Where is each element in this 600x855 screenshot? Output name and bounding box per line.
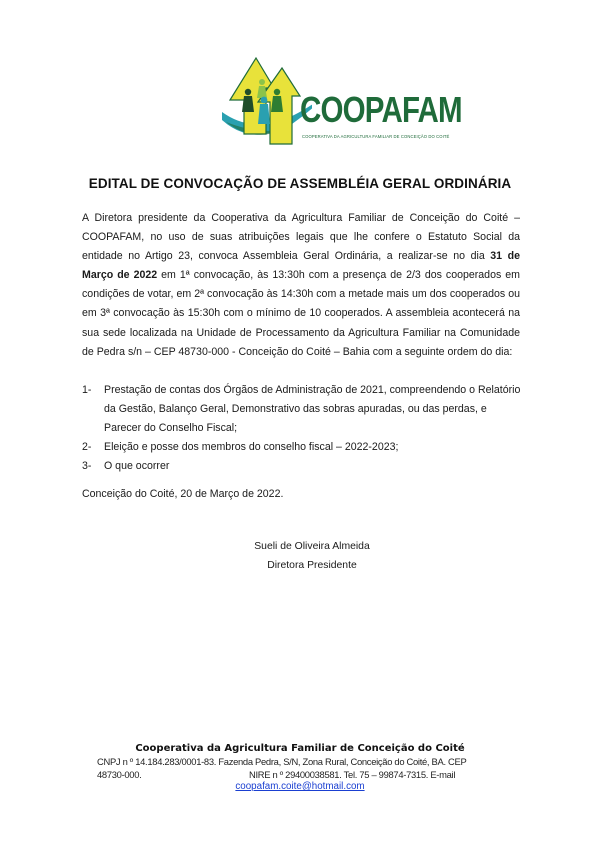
agenda-item-text: O que ocorrer bbox=[104, 460, 170, 472]
page-title: EDITAL DE CONVOCAÇÃO DE ASSEMBLÉIA GERAL ORDINÁRIA bbox=[88, 176, 512, 191]
signatory-name: Sueli de Oliveira Almeida bbox=[254, 541, 370, 552]
footer-address-line: CNPJ n º 14.184.283/0001-83. Fazenda Pedra, S/N, Zona Rural, Conceição do Coité, BA. CEP bbox=[97, 756, 467, 767]
place-date: Conceição do Coité, 20 de Março de 2022. bbox=[82, 488, 284, 500]
signatory-role: Diretora Presidente bbox=[267, 560, 357, 571]
coopafam-logo bbox=[222, 52, 462, 152]
paragraph-text-2: em 1ª convocação, às 13:30h com a presença de 2/3 dos cooperados em condições de votar, em 2ª convocação às 14:30h com a metade mais um dos cooperados ou em 3ª convocação às 15:30h com o mínimo de 10 cooperados. A assembleia acontecerá na sua sede localizada na Unidade de Processamento da Agricultura Familiar na Comunidade de Pedra s/n – CEP 48730-000 - Conceição do Coité – Bahia com a seguinte ordem do dia: bbox=[82, 269, 520, 358]
assembly-date: 31 de Março de 2022 bbox=[82, 250, 520, 282]
agenda-item-text: Eleição e posse dos membros do conselho fiscal – 2022-2023; bbox=[104, 441, 399, 453]
agenda-item-number: 3- bbox=[82, 460, 92, 472]
agenda-item bbox=[82, 438, 522, 457]
footer-contact-line: NIRE n º 29400038581. Tel. 75 – 99874-7315. E-mail bbox=[249, 769, 456, 780]
agenda-item bbox=[82, 381, 522, 438]
agenda-item-number: 2- bbox=[82, 441, 92, 453]
agenda-item-number: 1- bbox=[82, 384, 92, 396]
agenda-item-text: Prestação de contas dos Órgãos de Administração de 2021, compreendendo o Relatório da Gestão, Balanço Geral, Demonstrativo das sobras apuradas, ou das perdas, e Parecer do Conselho Fiscal; bbox=[104, 384, 521, 434]
footer-cep: 48730-000. bbox=[97, 769, 142, 780]
logo-subtitle: COOPERATIVA DA AGRICULTURA FAMILIAR DE CONCEIÇÃO DO COITÉ bbox=[302, 134, 450, 139]
agenda-list bbox=[82, 381, 522, 476]
logo-name: COOPAFAM bbox=[300, 89, 462, 130]
footer-org-name: Cooperativa da Agricultura Familiar de Conceição do Coité bbox=[135, 743, 465, 754]
logo-emblem-icon bbox=[222, 52, 312, 152]
convocation-paragraph bbox=[82, 209, 520, 362]
footer-email-link[interactable]: coopafam.coite@hotmail.com bbox=[235, 781, 365, 792]
agenda-item bbox=[82, 457, 522, 476]
paragraph-text-1: A Diretora presidente da Cooperativa da Agricultura Familiar de Conceição do Coité – COOPAFAM, no uso de suas atribuições legais que lhe confere o Estatuto Social da entidade no Artigo 23, convoca Assembleia Geral Ordinária, a realizar-se no dia bbox=[82, 212, 520, 263]
